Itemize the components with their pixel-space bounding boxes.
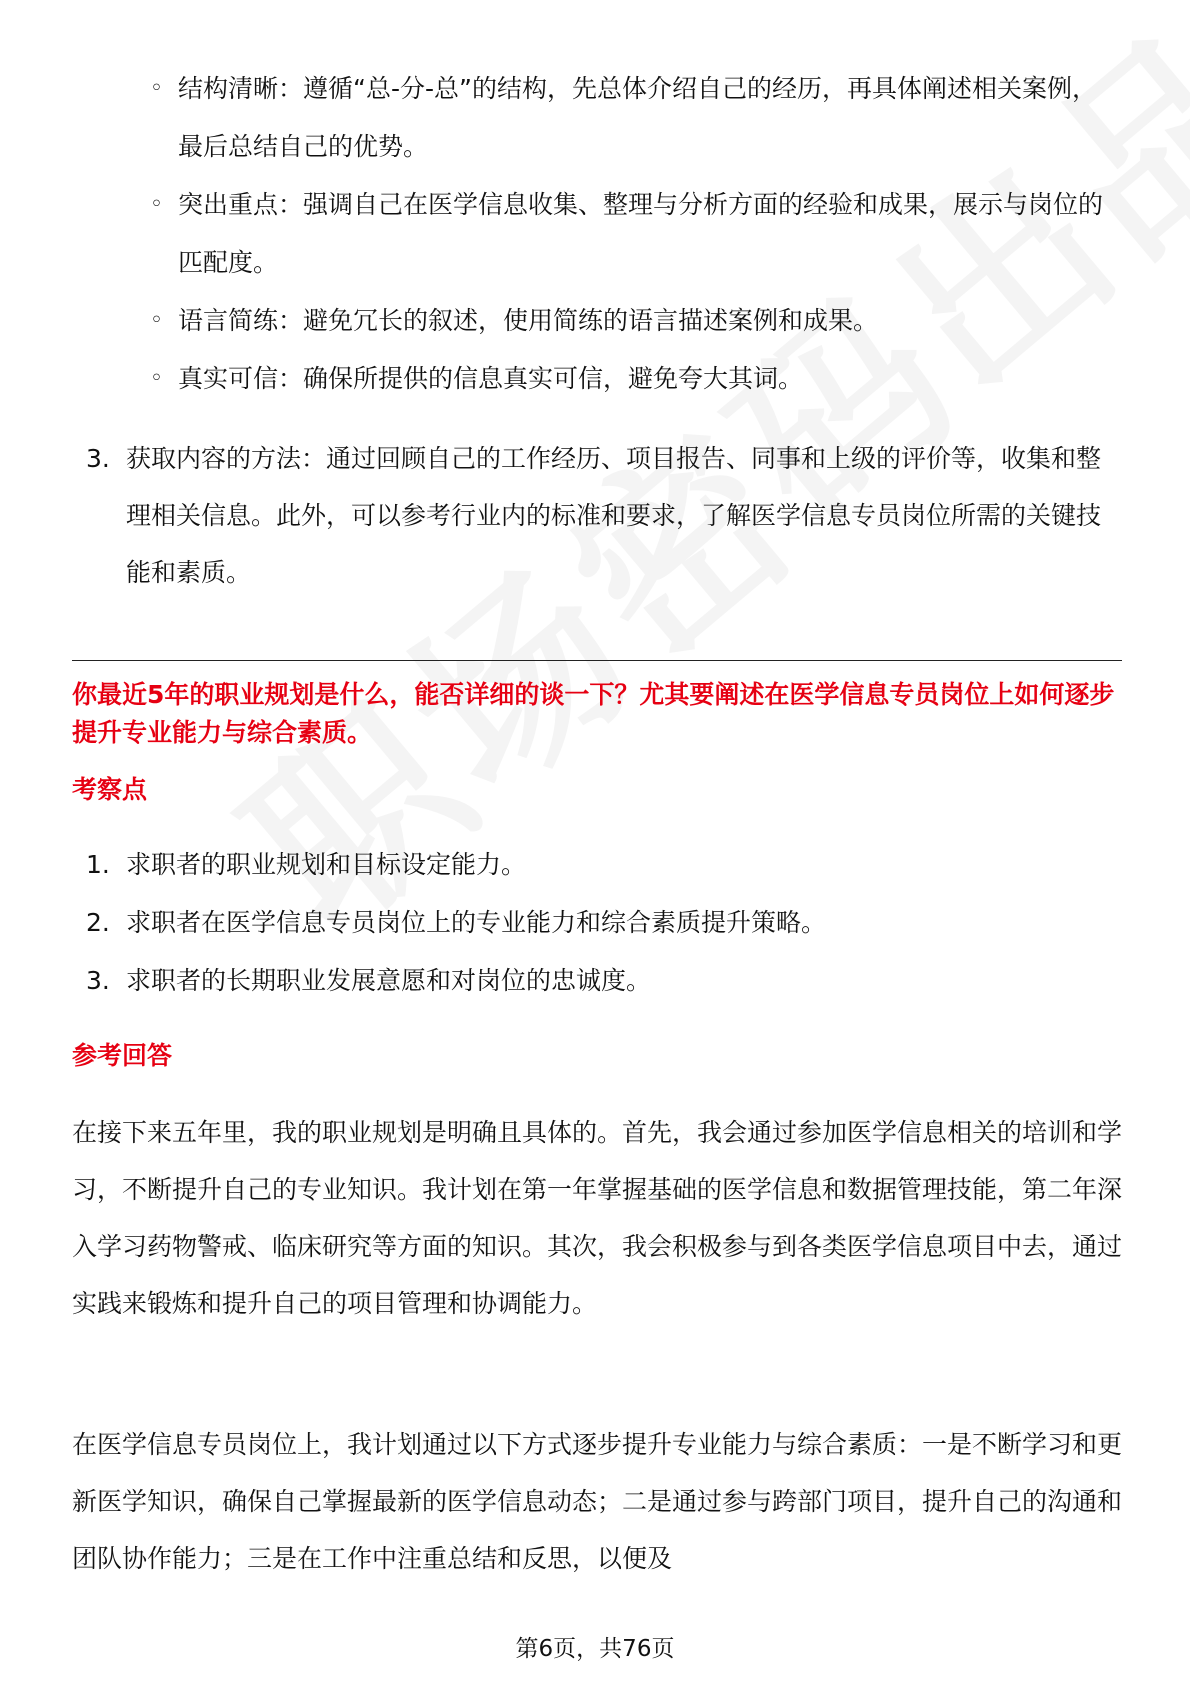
- section-divider: [72, 660, 1122, 661]
- list-number: 3.: [86, 966, 110, 995]
- hollow-bullet-icon: ◦: [150, 308, 163, 333]
- sub-bullet-item: [150, 176, 1110, 292]
- sub-bullet-item: [150, 60, 1110, 176]
- interview-question: 你最近5年的职业规划是什么，能否详细的谈一下？尤其要阐述在医学信息专员岗位上如何逐步提升专业能力与综合素质。: [72, 680, 1115, 747]
- hollow-bullet-icon: ◦: [150, 366, 163, 391]
- list-item-text: 求职者的长期职业发展意愿和对岗位的忠诚度。: [126, 966, 652, 995]
- answer-paragraph: 在医学信息专员岗位上，我计划通过以下方式逐步提升专业能力与综合素质：一是不断学习和更新医学知识，确保自己掌握最新的医学信息动态；二是通过参与跨部门项目，提升自己的沟通和团队协作能力；三是在工作中注重总结和反思，以便及: [72, 1430, 1123, 1573]
- sub-bullet-list: [150, 60, 1110, 408]
- answer-heading: 参考回答: [72, 1041, 173, 1070]
- examine-list-item: [86, 836, 1122, 893]
- sub-bullet-text: 突出重点：强调自己在医学信息收集、整理与分析方面的经验和成果，展示与岗位的匹配度。: [178, 190, 1104, 277]
- sub-bullet-text: 结构清晰：遵循“总-分-总”的结构，先总体介绍自己的经历，再具体阐述相关案例，最后总结自己的优势。: [178, 74, 1097, 161]
- list-item-text: 求职者的职业规划和目标设定能力。: [126, 850, 527, 879]
- list-number: 1.: [86, 850, 110, 879]
- list-number: 3.: [86, 444, 110, 473]
- examine-list-item: [86, 894, 1122, 951]
- method-list-item: [86, 430, 1122, 601]
- answer-paragraph: 在接下来五年里，我的职业规划是明确且具体的。首先，我会通过参加医学信息相关的培训和学习，不断提升自己的专业知识。我计划在第一年掌握基础的医学信息和数据管理技能，第二年深入学习药物警戒、临床研究等方面的知识。其次，我会积极参与到各类医学信息项目中去，通过实践来锻炼和提升自己的项目管理和协调能力。: [72, 1118, 1123, 1318]
- hollow-bullet-icon: ◦: [150, 192, 163, 217]
- examine-list-item: [86, 952, 1122, 1009]
- sub-bullet-text: 真实可信：确保所提供的信息真实可信，避免夸大其词。: [178, 364, 804, 393]
- sub-bullet-text: 语言简练：避免冗长的叙述，使用简练的语言描述案例和成果。: [178, 306, 879, 335]
- sub-bullet-item: [150, 292, 1110, 350]
- list-item-text: 获取内容的方法：通过回顾自己的工作经历、项目报告、同事和上级的评价等，收集和整理相关信息。此外，可以参考行业内的标准和要求，了解医学信息专员岗位所需的关键技能和素质。: [126, 444, 1102, 587]
- sub-bullet-item: [150, 350, 1110, 408]
- list-item-text: 求职者在医学信息专员岗位上的专业能力和综合素质提升策略。: [126, 908, 827, 937]
- examine-heading: 考察点: [72, 775, 148, 804]
- page-footer: 第6页，共76页: [515, 1636, 675, 1662]
- hollow-bullet-icon: ◦: [150, 76, 163, 101]
- list-number: 2.: [86, 908, 110, 937]
